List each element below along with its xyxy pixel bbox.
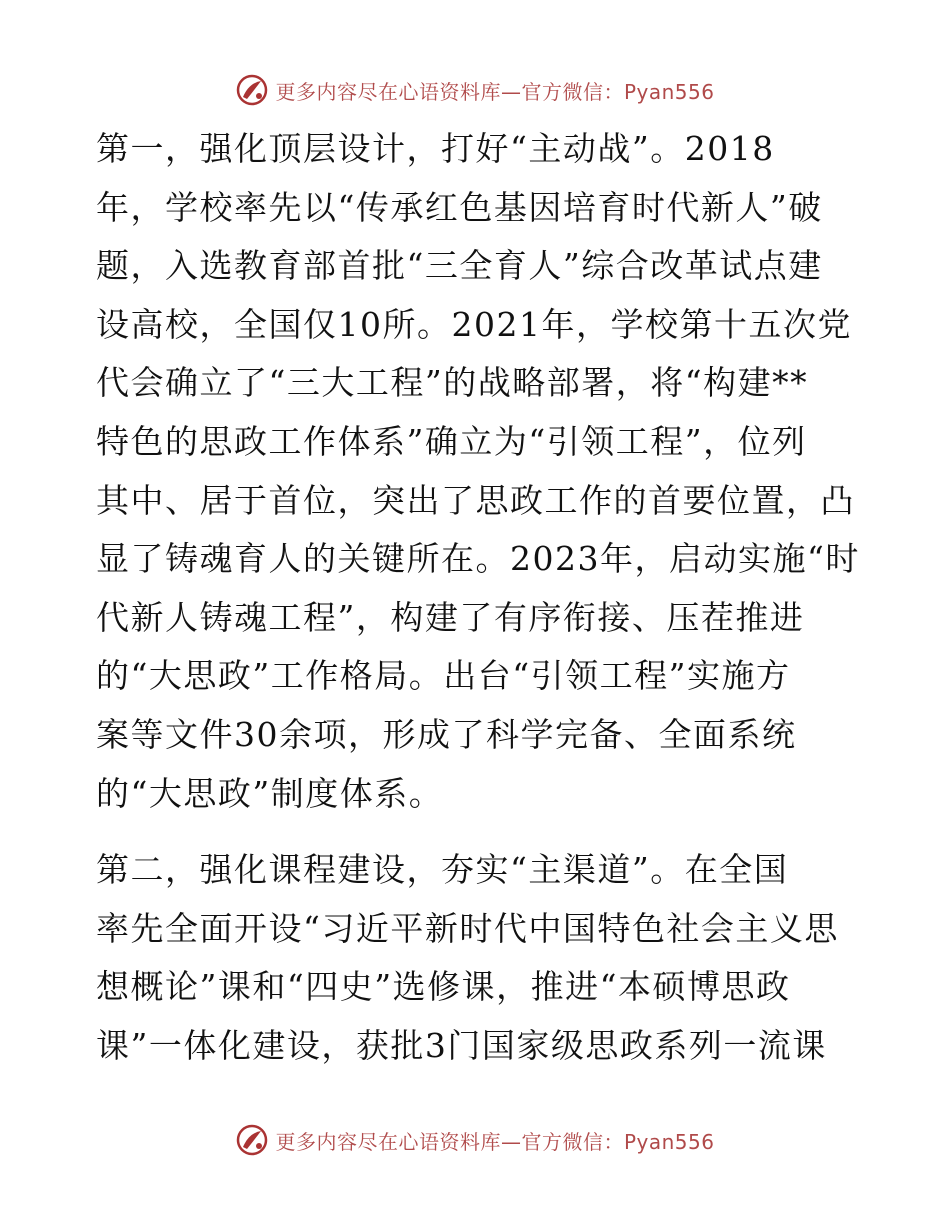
watermark-banner-top: [0, 70, 950, 110]
paragraph-2: [96, 841, 856, 1075]
text-line: 第二，强化课程建设，夯实“主渠道”。在全国: [96, 850, 789, 890]
ink-brush-logo-icon: [235, 73, 269, 107]
document-body: [96, 120, 860, 1076]
text-line: 的“大思政”工作格局。出台“引领工程”实施方: [96, 656, 791, 696]
paragraph-1: [96, 120, 860, 823]
text-line: 想概论”课和“四史”选修课，推进“本硕博思政: [96, 967, 791, 1007]
watermark-text: 更多内容尽在心语资料库—官方微信：Pyan556: [275, 1129, 715, 1154]
text-line: 特色的思政工作体系”确立为“引领工程”，位列: [96, 421, 807, 461]
text-line: 第一，强化顶层设计，打好“主动战”。2018: [96, 129, 775, 168]
text-line: 率先全面开设“习近平新时代中国特色社会主义思: [96, 908, 839, 948]
ink-brush-logo-icon: [235, 1123, 269, 1157]
watermark-banner-bottom: [0, 1120, 950, 1160]
text-line: 年，学校率先以“传承红色基因培育时代新人”破: [96, 187, 823, 227]
watermark-text: 更多内容尽在心语资料库—官方微信：Pyan556: [275, 79, 715, 104]
text-line: 显了铸魂育人的关键所在。2023年，启动实施“时: [96, 539, 860, 579]
text-line: 设高校，全国仅10所。2021年，学校第十五次党: [96, 304, 852, 344]
text-line: 代会确立了“三大工程”的战略部署，将“构建**: [96, 363, 809, 403]
text-line: 课”一体化建设，获批3门国家级思政系列一流课: [96, 1025, 827, 1065]
text-line: 代新人铸魂工程”，构建了有序衔接、压茬推进: [96, 597, 805, 637]
text-line: 题，入选教育部首批“三全育人”综合改革试点建: [96, 246, 823, 286]
text-line: 其中、居于首位，突出了思政工作的首要位置，凸: [96, 480, 855, 520]
text-line: 的“大思政”制度体系。: [96, 773, 444, 813]
text-line: 案等文件30余项，形成了科学完备、全面系统: [96, 714, 797, 754]
